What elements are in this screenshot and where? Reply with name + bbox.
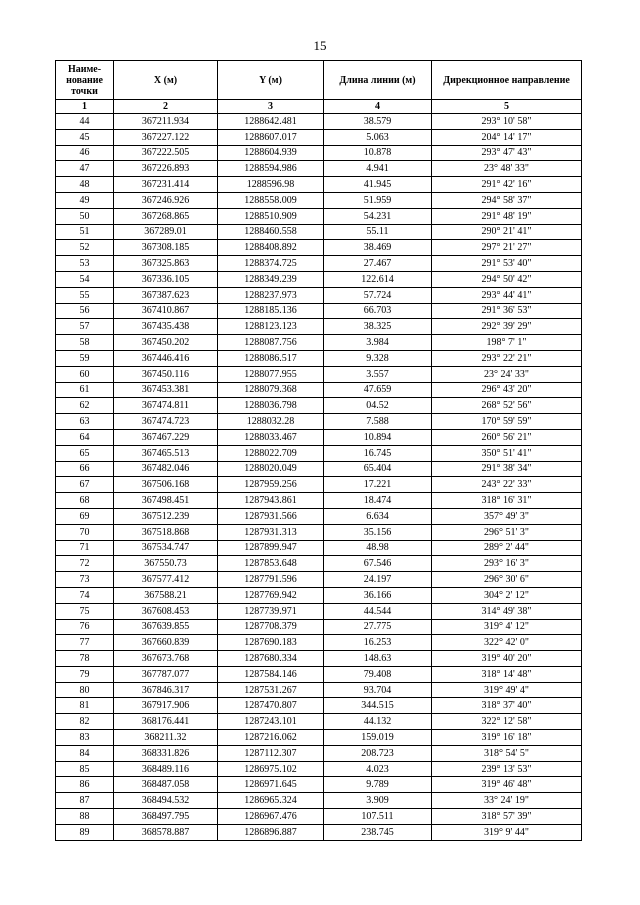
table-row (56, 177, 582, 193)
cell-x: 368331.826 (114, 745, 218, 761)
cell-x: 368211.32 (114, 730, 218, 746)
cell-direction: 293° 44' 41" (432, 287, 582, 303)
cell-line-length: 04.52 (324, 398, 432, 414)
cell-x: 367917.906 (114, 698, 218, 714)
cell-y: 1288237.973 (218, 287, 324, 303)
cell-line-length: 55.11 (324, 224, 432, 240)
cell-point-name: 85 (56, 761, 114, 777)
cell-point-name: 53 (56, 256, 114, 272)
cell-y: 1288349.239 (218, 271, 324, 287)
cell-y: 1288558.009 (218, 192, 324, 208)
cell-y: 1288087.756 (218, 335, 324, 351)
cell-line-length: 5.063 (324, 129, 432, 145)
cell-line-length: 107.511 (324, 809, 432, 825)
cell-x: 367673.768 (114, 651, 218, 667)
cell-line-length: 344.515 (324, 698, 432, 714)
column-number: 3 (218, 100, 324, 114)
cell-x: 367474.811 (114, 398, 218, 414)
cell-x: 367518.868 (114, 524, 218, 540)
cell-direction: 318° 16' 31" (432, 493, 582, 509)
cell-direction: 239° 13' 53" (432, 761, 582, 777)
cell-x: 367435.438 (114, 319, 218, 335)
cell-x: 367325.863 (114, 256, 218, 272)
cell-point-name: 57 (56, 319, 114, 335)
cell-x: 368494.532 (114, 793, 218, 809)
cell-point-name: 51 (56, 224, 114, 240)
cell-line-length: 3.909 (324, 793, 432, 809)
cell-y: 1287931.566 (218, 508, 324, 524)
table-row (56, 635, 582, 651)
cell-line-length: 51.959 (324, 192, 432, 208)
cell-point-name: 79 (56, 666, 114, 682)
table-row (56, 208, 582, 224)
cell-y: 1287739.971 (218, 603, 324, 619)
cell-x: 367608.453 (114, 603, 218, 619)
cell-y: 1287899.947 (218, 540, 324, 556)
cell-direction: 318° 54' 5" (432, 745, 582, 761)
cell-line-length: 54.231 (324, 208, 432, 224)
cell-point-name: 84 (56, 745, 114, 761)
cell-y: 1287112.307 (218, 745, 324, 761)
cell-direction: 23° 24' 33" (432, 366, 582, 382)
cell-direction: 296° 30' 6" (432, 572, 582, 588)
cell-y: 1287943.861 (218, 493, 324, 509)
cell-direction: 289° 2' 44" (432, 540, 582, 556)
cell-point-name: 59 (56, 350, 114, 366)
cell-y: 1288594.986 (218, 161, 324, 177)
cell-y: 1288086.517 (218, 350, 324, 366)
table-row (56, 350, 582, 366)
cell-y: 1287959.256 (218, 477, 324, 493)
cell-direction: 204° 14' 17" (432, 129, 582, 145)
cell-point-name: 78 (56, 651, 114, 667)
cell-line-length: 3.557 (324, 366, 432, 382)
cell-x: 367474.723 (114, 414, 218, 430)
column-number: 1 (56, 100, 114, 114)
table-row (56, 129, 582, 145)
header-direction: Дирекционное направление (432, 61, 582, 100)
cell-x: 367450.116 (114, 366, 218, 382)
cell-line-length: 16.253 (324, 635, 432, 651)
cell-point-name: 65 (56, 445, 114, 461)
cell-y: 1288460.558 (218, 224, 324, 240)
cell-x: 367450.202 (114, 335, 218, 351)
table-row (56, 461, 582, 477)
cell-y: 1287243.101 (218, 714, 324, 730)
cell-x: 367660.839 (114, 635, 218, 651)
cell-direction: 297° 21' 27" (432, 240, 582, 256)
cell-x: 367498.451 (114, 493, 218, 509)
cell-line-length: 66.703 (324, 303, 432, 319)
cell-y: 1288596.98 (218, 177, 324, 193)
cell-direction: 294° 58' 37" (432, 192, 582, 208)
table-row (56, 587, 582, 603)
cell-line-length: 38.469 (324, 240, 432, 256)
cell-line-length: 10.878 (324, 145, 432, 161)
table-row (56, 414, 582, 430)
cell-point-name: 48 (56, 177, 114, 193)
table-row (56, 745, 582, 761)
cell-x: 367639.855 (114, 619, 218, 635)
cell-x: 368497.795 (114, 809, 218, 825)
cell-direction: 33° 24' 19" (432, 793, 582, 809)
table-row (56, 319, 582, 335)
table-row (56, 145, 582, 161)
table-row (56, 824, 582, 840)
table-row (56, 398, 582, 414)
cell-direction: 198° 7' 1" (432, 335, 582, 351)
cell-line-length: 24.197 (324, 572, 432, 588)
cell-point-name: 45 (56, 129, 114, 145)
cell-point-name: 89 (56, 824, 114, 840)
cell-point-name: 50 (56, 208, 114, 224)
cell-x: 367211.934 (114, 114, 218, 130)
cell-point-name: 49 (56, 192, 114, 208)
cell-y: 1288374.725 (218, 256, 324, 272)
cell-line-length: 48.98 (324, 540, 432, 556)
table-row (56, 540, 582, 556)
cell-line-length: 159.019 (324, 730, 432, 746)
cell-y: 1287531.267 (218, 682, 324, 698)
cell-point-name: 75 (56, 603, 114, 619)
cell-line-length: 9.328 (324, 350, 432, 366)
cell-y: 1288036.798 (218, 398, 324, 414)
table-row (56, 271, 582, 287)
cell-direction: 293° 10' 58" (432, 114, 582, 130)
cell-x: 367268.865 (114, 208, 218, 224)
cell-x: 367289.01 (114, 224, 218, 240)
table-row (56, 240, 582, 256)
cell-point-name: 71 (56, 540, 114, 556)
table-row (56, 382, 582, 398)
cell-line-length: 4.941 (324, 161, 432, 177)
cell-x: 367226.893 (114, 161, 218, 177)
cell-direction: 319° 9' 44" (432, 824, 582, 840)
cell-line-length: 44.544 (324, 603, 432, 619)
table-row (56, 429, 582, 445)
cell-direction: 319° 4' 12" (432, 619, 582, 635)
cell-direction: 291° 42' 16" (432, 177, 582, 193)
cell-y: 1287584.146 (218, 666, 324, 682)
cell-line-length: 7.588 (324, 414, 432, 430)
cell-direction: 292° 39' 29" (432, 319, 582, 335)
table-row (56, 793, 582, 809)
table-row (56, 303, 582, 319)
cell-y: 1286971.645 (218, 777, 324, 793)
cell-direction: 350° 51' 41" (432, 445, 582, 461)
cell-x: 367410.867 (114, 303, 218, 319)
cell-line-length: 27.467 (324, 256, 432, 272)
cell-x: 367446.416 (114, 350, 218, 366)
cell-line-length: 93.704 (324, 682, 432, 698)
cell-y: 1288642.481 (218, 114, 324, 130)
cell-point-name: 67 (56, 477, 114, 493)
cell-direction: 296° 43' 20" (432, 382, 582, 398)
header-y: Y (м) (218, 61, 324, 100)
cell-point-name: 72 (56, 556, 114, 572)
cell-y: 1288079.368 (218, 382, 324, 398)
cell-x: 367467.229 (114, 429, 218, 445)
cell-direction: 318° 14' 48" (432, 666, 582, 682)
cell-point-name: 58 (56, 335, 114, 351)
column-number: 4 (324, 100, 432, 114)
table-row (56, 161, 582, 177)
cell-point-name: 68 (56, 493, 114, 509)
cell-line-length: 16.745 (324, 445, 432, 461)
cell-line-length: 79.408 (324, 666, 432, 682)
cell-x: 368176.441 (114, 714, 218, 730)
cell-x: 367512.239 (114, 508, 218, 524)
table-row (56, 761, 582, 777)
cell-x: 367453.381 (114, 382, 218, 398)
cell-y: 1287769.942 (218, 587, 324, 603)
cell-line-length: 10.894 (324, 429, 432, 445)
cell-x: 367222.505 (114, 145, 218, 161)
cell-point-name: 54 (56, 271, 114, 287)
cell-x: 367534.747 (114, 540, 218, 556)
cell-point-name: 52 (56, 240, 114, 256)
cell-line-length: 38.325 (324, 319, 432, 335)
cell-x: 368489.116 (114, 761, 218, 777)
cell-x: 368578.887 (114, 824, 218, 840)
table-row (56, 651, 582, 667)
cell-line-length: 44.132 (324, 714, 432, 730)
cell-y: 1288020.049 (218, 461, 324, 477)
cell-direction: 291° 53' 40" (432, 256, 582, 272)
table-row (56, 777, 582, 793)
table-row (56, 698, 582, 714)
cell-direction: 296° 51' 3" (432, 524, 582, 540)
cell-line-length: 65.404 (324, 461, 432, 477)
cell-point-name: 55 (56, 287, 114, 303)
table-row (56, 508, 582, 524)
table-body (56, 114, 582, 841)
cell-point-name: 81 (56, 698, 114, 714)
cell-point-name: 64 (56, 429, 114, 445)
table-row (56, 714, 582, 730)
cell-direction: 319° 46' 48" (432, 777, 582, 793)
cell-direction: 291° 38' 34" (432, 461, 582, 477)
cell-direction: 293° 16' 3" (432, 556, 582, 572)
cell-y: 1286975.102 (218, 761, 324, 777)
table-row (56, 556, 582, 572)
cell-x: 367550.73 (114, 556, 218, 572)
cell-direction: 291° 36' 53" (432, 303, 582, 319)
cell-point-name: 80 (56, 682, 114, 698)
table-row (56, 477, 582, 493)
cell-y: 1288123.123 (218, 319, 324, 335)
cell-line-length: 38.579 (324, 114, 432, 130)
cell-direction: 293° 22' 21" (432, 350, 582, 366)
cell-y: 1287680.334 (218, 651, 324, 667)
cell-line-length: 148.63 (324, 651, 432, 667)
cell-x: 367336.105 (114, 271, 218, 287)
table-row (56, 114, 582, 130)
cell-x: 367227.122 (114, 129, 218, 145)
cell-y: 1288032.28 (218, 414, 324, 430)
cell-line-length: 208.723 (324, 745, 432, 761)
header-row (56, 61, 582, 100)
cell-point-name: 73 (56, 572, 114, 588)
cell-x: 367787.077 (114, 666, 218, 682)
cell-x: 367308.185 (114, 240, 218, 256)
cell-y: 1286965.324 (218, 793, 324, 809)
table-row (56, 287, 582, 303)
table-row (56, 809, 582, 825)
cell-y: 1288408.892 (218, 240, 324, 256)
cell-x: 367506.168 (114, 477, 218, 493)
cell-point-name: 56 (56, 303, 114, 319)
table-row (56, 682, 582, 698)
cell-y: 1288033.467 (218, 429, 324, 445)
cell-y: 1287690.183 (218, 635, 324, 651)
header-point-name: Наиме-нование точки (56, 61, 114, 100)
cell-line-length: 238.745 (324, 824, 432, 840)
cell-x: 367588.21 (114, 587, 218, 603)
cell-line-length: 17.221 (324, 477, 432, 493)
cell-point-name: 63 (56, 414, 114, 430)
cell-y: 1288022.709 (218, 445, 324, 461)
cell-direction: 304° 2' 12" (432, 587, 582, 603)
cell-line-length: 122.614 (324, 271, 432, 287)
cell-point-name: 88 (56, 809, 114, 825)
cell-point-name: 62 (56, 398, 114, 414)
cell-direction: 291° 48' 19" (432, 208, 582, 224)
table-row (56, 445, 582, 461)
cell-direction: 294° 50' 42" (432, 271, 582, 287)
cell-line-length: 41.945 (324, 177, 432, 193)
column-number: 2 (114, 100, 218, 114)
cell-direction: 293° 47' 43" (432, 145, 582, 161)
cell-y: 1288604.939 (218, 145, 324, 161)
coordinates-table (55, 60, 582, 841)
column-number: 5 (432, 100, 582, 114)
cell-point-name: 76 (56, 619, 114, 635)
table-row (56, 224, 582, 240)
cell-y: 1288607.017 (218, 129, 324, 145)
cell-direction: 243° 22' 33" (432, 477, 582, 493)
cell-x: 367387.623 (114, 287, 218, 303)
header-x: X (м) (114, 61, 218, 100)
cell-point-name: 82 (56, 714, 114, 730)
table-row (56, 619, 582, 635)
table-row (56, 524, 582, 540)
cell-y: 1286896.887 (218, 824, 324, 840)
cell-direction: 318° 57' 39" (432, 809, 582, 825)
cell-point-name: 61 (56, 382, 114, 398)
table-row (56, 256, 582, 272)
cell-direction: 314° 49' 38" (432, 603, 582, 619)
cell-direction: 322° 42' 0" (432, 635, 582, 651)
cell-line-length: 9.789 (324, 777, 432, 793)
cell-y: 1287853.648 (218, 556, 324, 572)
cell-line-length: 4.023 (324, 761, 432, 777)
cell-point-name: 77 (56, 635, 114, 651)
cell-direction: 318° 37' 40" (432, 698, 582, 714)
cell-point-name: 47 (56, 161, 114, 177)
cell-y: 1287708.379 (218, 619, 324, 635)
cell-y: 1287216.062 (218, 730, 324, 746)
cell-y: 1287931.313 (218, 524, 324, 540)
cell-y: 1288077.955 (218, 366, 324, 382)
cell-y: 1286967.476 (218, 809, 324, 825)
cell-point-name: 87 (56, 793, 114, 809)
cell-direction: 268° 52' 56" (432, 398, 582, 414)
table-row (56, 666, 582, 682)
cell-direction: 290° 21' 41" (432, 224, 582, 240)
cell-point-name: 46 (56, 145, 114, 161)
cell-direction: 170° 59' 59" (432, 414, 582, 430)
cell-line-length: 47.659 (324, 382, 432, 398)
cell-point-name: 74 (56, 587, 114, 603)
cell-point-name: 60 (56, 366, 114, 382)
page-number: 15 (313, 38, 327, 53)
cell-y: 1287791.596 (218, 572, 324, 588)
cell-point-name: 66 (56, 461, 114, 477)
cell-point-name: 69 (56, 508, 114, 524)
cell-line-length: 18.474 (324, 493, 432, 509)
cell-direction: 322° 12' 58" (432, 714, 582, 730)
cell-direction: 23° 48' 33" (432, 161, 582, 177)
cell-x: 367577.412 (114, 572, 218, 588)
table-row (56, 366, 582, 382)
cell-point-name: 70 (56, 524, 114, 540)
cell-direction: 319° 40' 20" (432, 651, 582, 667)
table-row (56, 572, 582, 588)
cell-x: 367465.513 (114, 445, 218, 461)
cell-direction: 319° 16' 18" (432, 730, 582, 746)
cell-line-length: 27.775 (324, 619, 432, 635)
cell-direction: 260° 56' 21" (432, 429, 582, 445)
cell-x: 367231.414 (114, 177, 218, 193)
cell-x: 367482.046 (114, 461, 218, 477)
cell-direction: 357° 49' 3" (432, 508, 582, 524)
cell-x: 368487.058 (114, 777, 218, 793)
table-row (56, 603, 582, 619)
cell-line-length: 35.156 (324, 524, 432, 540)
cell-y: 1288185.136 (218, 303, 324, 319)
cell-line-length: 67.546 (324, 556, 432, 572)
table-row (56, 493, 582, 509)
cell-point-name: 44 (56, 114, 114, 130)
table-row (56, 335, 582, 351)
header-line-length: Длина линии (м) (324, 61, 432, 100)
cell-point-name: 83 (56, 730, 114, 746)
cell-x: 367846.317 (114, 682, 218, 698)
cell-direction: 319° 49' 4" (432, 682, 582, 698)
cell-x: 367246.926 (114, 192, 218, 208)
cell-line-length: 36.166 (324, 587, 432, 603)
cell-line-length: 3.984 (324, 335, 432, 351)
cell-point-name: 86 (56, 777, 114, 793)
cell-line-length: 57.724 (324, 287, 432, 303)
cell-line-length: 6.634 (324, 508, 432, 524)
table-row (56, 730, 582, 746)
table-row (56, 192, 582, 208)
cell-y: 1287470.807 (218, 698, 324, 714)
column-number-row (56, 100, 582, 114)
cell-y: 1288510.909 (218, 208, 324, 224)
